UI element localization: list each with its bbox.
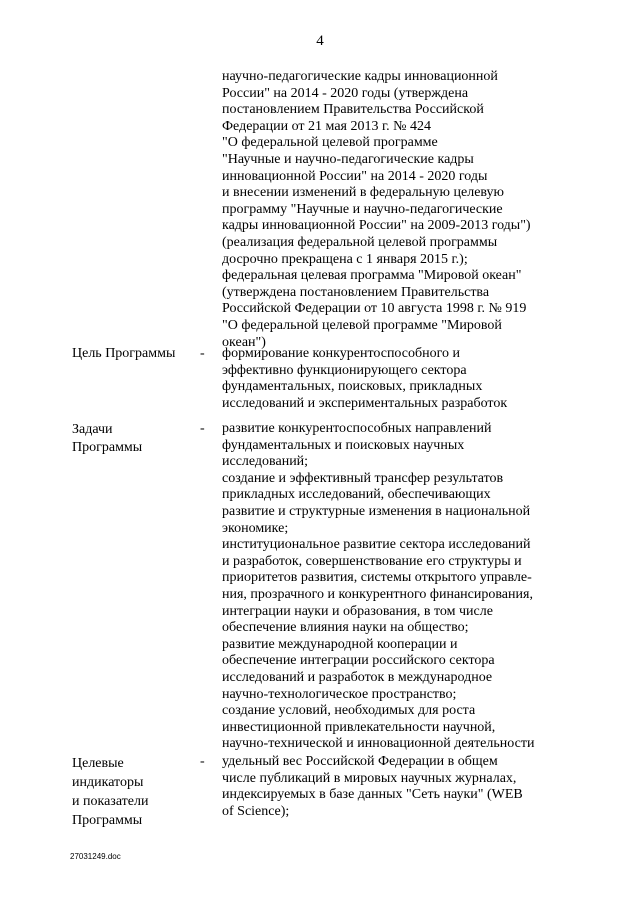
text-line: эффективно функционирующего сектора xyxy=(222,362,467,378)
text-line: кадры инновационной России" на 2009-2013 годы") xyxy=(222,218,531,234)
tasks-dash: - xyxy=(200,421,205,436)
label-line: Задачи xyxy=(72,422,113,437)
text-line: индексируемых в базе данных "Сеть науки" (WEB xyxy=(222,787,523,803)
text-line: развитие международной кооперации и xyxy=(222,636,458,652)
text-line: Российской Федерации от 10 августа 1998 г. № 919 xyxy=(222,301,527,317)
text-line: обеспечение влияния науки на общество; xyxy=(222,620,469,636)
label-line: индикаторы xyxy=(72,775,144,790)
text-line: и внесении изменений в федеральную целевую xyxy=(222,185,505,201)
text-line: России" на 2014 - 2020 годы (утверждена xyxy=(222,85,469,101)
text-line: ния, прозрачного и конкурентного финансирования, xyxy=(222,586,533,602)
goal-dash: - xyxy=(200,346,205,361)
indicators-label xyxy=(72,754,148,830)
text-line: экономике; xyxy=(222,520,289,536)
text-line: и разработок, совершенствование его структуры и xyxy=(222,553,522,569)
goal-label xyxy=(72,346,175,363)
text-line: научно-технической и инновационной деятельности xyxy=(222,736,535,752)
text-line: досрочно прекращена с 1 января 2015 г.); xyxy=(222,251,468,267)
goal-text xyxy=(222,346,507,412)
text-line: "О федеральной целевой программе xyxy=(222,135,438,151)
text-line: инновационной России" на 2014 - 2020 годы xyxy=(222,168,488,184)
text-line: исследований и экспериментальных разработок xyxy=(222,395,508,411)
page-number: 4 xyxy=(316,33,324,49)
text-line: развитие и структурные изменения в национальной xyxy=(222,503,531,519)
text-line: программу "Научные и научно-педагогические xyxy=(222,201,503,217)
text-line: прикладных исследований, обеспечивающих xyxy=(222,487,491,503)
text-line: обеспечение интеграции российского сектора xyxy=(222,653,495,669)
label-line: Целевые xyxy=(72,756,124,771)
text-line: of Science); xyxy=(222,803,290,819)
text-line: океан") xyxy=(222,334,266,350)
text-line: фундаментальных и поисковых научных xyxy=(222,437,465,453)
text-line: числе публикаций в мировых научных журналах, xyxy=(222,770,517,786)
text-line: Федерации от 21 мая 2013 г. № 424 xyxy=(222,118,431,134)
text-line: постановлением Правительства Российской xyxy=(222,102,484,118)
tasks-label xyxy=(72,421,142,457)
text-line: приоритетов развития, системы открытого управле- xyxy=(222,570,532,586)
text-line: инвестиционной привлекательности научной, xyxy=(222,719,496,735)
text-line: (утверждена постановлением Правительства xyxy=(222,284,490,300)
indicators-dash: - xyxy=(200,754,205,769)
text-line: удельный вес Российской Федерации в общем xyxy=(222,754,498,769)
text-line: интеграции науки и образования, в том числе xyxy=(222,603,493,619)
label-line: Программы xyxy=(72,440,143,455)
footer-filename: 27031249.doc xyxy=(70,852,121,861)
label-line: Цель Программы xyxy=(72,346,176,361)
label-line: Программы xyxy=(72,813,143,828)
tasks-text xyxy=(222,421,534,753)
text-line: (реализация федеральной целевой программы xyxy=(222,234,498,250)
label-line: и показатели xyxy=(72,794,149,809)
intro-text xyxy=(222,69,531,351)
text-line: научно-педагогические кадры инновационной xyxy=(222,69,498,84)
text-line: научно-технологическое пространство; xyxy=(222,686,457,702)
text-line: развитие конкурентоспособных направлений xyxy=(222,421,492,436)
text-line: "О федеральной целевой программе "Мировой xyxy=(222,317,502,333)
text-line: "Научные и научно-педагогические кадры xyxy=(222,151,474,167)
text-line: институциональное развитие сектора исследований xyxy=(222,537,531,553)
text-line: исследований; xyxy=(222,454,309,470)
text-line: исследований и разработок в международное xyxy=(222,669,493,685)
indicators-text xyxy=(222,754,523,820)
text-line: создание и эффективный трансфер результатов xyxy=(222,470,504,486)
text-line: создание условий, необходимых для роста xyxy=(222,703,476,719)
text-line: формирование конкурентоспособного и xyxy=(222,346,460,361)
text-line: федеральная целевая программа "Мировой океан" xyxy=(222,268,522,284)
text-line: фундаментальных, поисковых, прикладных xyxy=(222,379,483,395)
